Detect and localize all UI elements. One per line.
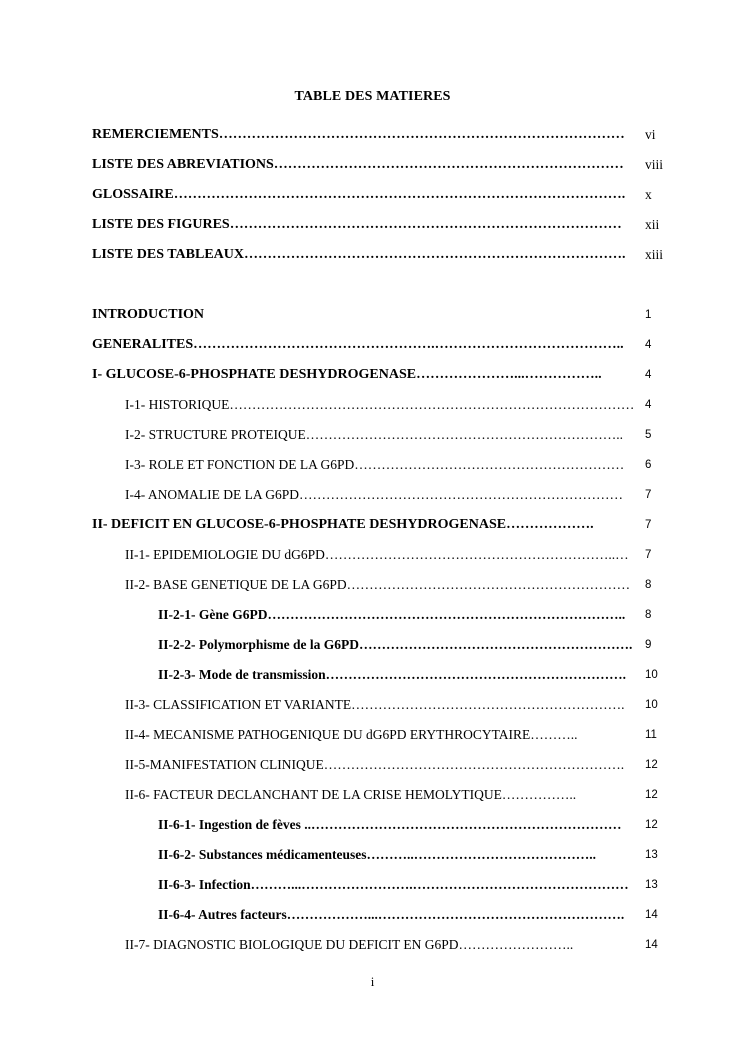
toc-entry-figures[interactable] [92,215,634,235]
toc-entry-ii-3[interactable] [125,695,634,715]
toc-entry-ii-2[interactable] [125,575,634,595]
toc-entry-label: II-2- BASE GENETIQUE DE LA G6PD……………………………………………………… [125,577,631,592]
toc-entry-label: II-6-4- Autres facteurs………………...………………………………………………. [158,907,625,922]
toc-page-number: 4 [645,369,652,381]
toc-entry-label: II-7- DIAGNOSTIC BIOLOGIQUE DU DEFICIT EN G6PD…………………….. [125,937,574,952]
toc-entry-label: II-1- EPIDEMIOLOGIE DU dG6PD………………………………………………………..… [125,547,629,562]
toc-entry-label: LISTE DES FIGURES………………………………………………………………………… [92,217,622,232]
toc-entry-label: I-2- STRUCTURE PROTEIQUE…………………………………………………………….. [125,427,623,442]
toc-page-number: 4 [645,399,652,411]
toc-entry-label: INTRODUCTION [92,307,205,322]
toc-entry-generalites[interactable] [92,335,634,355]
toc-page-number: 13 [645,849,658,861]
toc-page-number: 14 [645,909,658,921]
toc-entry-ii-7[interactable] [125,935,634,955]
toc-entry-label: II-6-1- Ingestion de fèves ..…………………………………………………………… [158,817,622,832]
toc-entry-label: II-2-3- Mode de transmission…………………………………………………………. [158,667,626,682]
toc-entry-label: II-6-3- Infection………...…………………….………………………………………… [158,877,629,892]
toc-page-number: 10 [645,699,658,711]
toc-entry-label: LISTE DES ABREVIATIONS………………………………………………………………… [92,157,624,172]
toc-entry-ii-6-3[interactable] [158,875,634,895]
toc-page-number: 6 [645,459,652,471]
toc-page-number: 4 [645,339,652,351]
toc-entry-i-4[interactable] [125,485,634,505]
footer-page-number: i [370,974,375,989]
toc-entry-label: II- DEFICIT EN GLUCOSE-6-PHOSPHATE DESHYDROGENASE………………. [92,517,594,532]
toc-page-number: 12 [645,789,658,801]
toc-entry-ii-6-1[interactable] [158,815,634,835]
toc-page-number: 9 [645,639,652,651]
toc-page-number: 11 [645,729,657,741]
toc-page-number: 5 [645,429,652,441]
toc-entry-ii-2-3[interactable] [158,665,634,685]
toc-entry-section-ii[interactable] [92,515,634,535]
toc-entry-tableaux[interactable] [92,245,634,265]
toc-entry-remerciements[interactable] [92,125,634,145]
toc-page-number: 7 [645,519,652,531]
toc-entry-label: GENERALITES…………………………………………….………………………………….. [92,337,624,352]
toc-entry-ii-5[interactable] [125,755,634,775]
toc-entry-i-2[interactable] [125,425,634,445]
toc-page-number: 14 [645,939,658,951]
toc-page-number: 10 [645,669,658,681]
toc-entry-ii-1[interactable] [125,545,634,565]
toc-entry-label: I-4- ANOMALIE DE LA G6PD……………………………………………………………… [125,487,623,502]
toc-page-number: 7 [645,549,652,561]
toc-entry-label: II-6-2- Substances médicamenteuses………..………………………………….. [158,847,596,862]
toc-page-number: vi [645,127,656,142]
toc-page-number: viii [645,157,664,172]
toc-entry-ii-6[interactable] [125,785,634,805]
toc-entry-label: I- GLUCOSE-6-PHOSPHATE DESHYDROGENASE…………………...…………….. [92,367,602,382]
toc-entry-label: II-6- FACTEUR DECLANCHANT DE LA CRISE HEMOLYTIQUE…………….. [125,787,577,802]
toc-entry-abreviations[interactable] [92,155,634,175]
toc-page-number: 12 [645,759,658,771]
toc-entry-section-i[interactable] [92,365,634,385]
toc-page-number: 1 [645,309,652,321]
toc-entry-ii-2-2[interactable] [158,635,634,655]
toc-entry-label: II-5-MANIFESTATION CLINIQUE…………………………………………………………. [125,757,625,772]
toc-page-number: 8 [645,579,652,591]
toc-entry-ii-6-2[interactable] [158,845,634,865]
toc-entry-glossaire[interactable] [92,185,634,205]
toc-entry-label: II-3- CLASSIFICATION ET VARIANTE……………………………………………………. [125,697,625,712]
toc-entry-label: I-3- ROLE ET FONCTION DE LA G6PD…………………………………………………… [125,457,625,472]
toc-entry-label: GLOSSAIRE……………………………………………………………………………………. [92,187,626,202]
toc-entry-label: II-2-1- Gène G6PD…………………………………………………………………….. [158,607,626,622]
toc-entry-label: II-4- MECANISME PATHOGENIQUE DU dG6PD ERYTHROCYTAIRE……….. [125,727,578,742]
toc-page-number: 7 [645,489,652,501]
page-title: TABLE DES MATIERES [294,89,451,104]
toc-entry-label: LISTE DES TABLEAUX………………………………………………………………………. [92,247,626,262]
toc-entry-i-3[interactable] [125,455,634,475]
toc-page-number: 12 [645,819,658,831]
toc-entry-ii-6-4[interactable] [158,905,634,925]
toc-entry-ii-2-1[interactable] [158,605,634,625]
toc-page-number: x [645,187,652,202]
toc-entry-label: REMERCIEMENTS…………………………………………………………………………… [92,127,625,142]
toc-page-number: 8 [645,609,652,621]
toc-entry-ii-4[interactable] [125,725,634,745]
toc-entry-label: I-1- HISTORIQUE……………………………………………………………………………… [125,397,635,412]
toc-entry-i-1[interactable] [125,395,634,415]
toc-page-number: 13 [645,879,658,891]
toc-entry-label: II-2-2- Polymorphisme de la G6PD……………………………………………………. [158,637,633,652]
toc-page-number: xii [645,217,660,232]
toc-page-number: xiii [645,247,664,262]
toc-entry-introduction[interactable] [92,305,634,325]
